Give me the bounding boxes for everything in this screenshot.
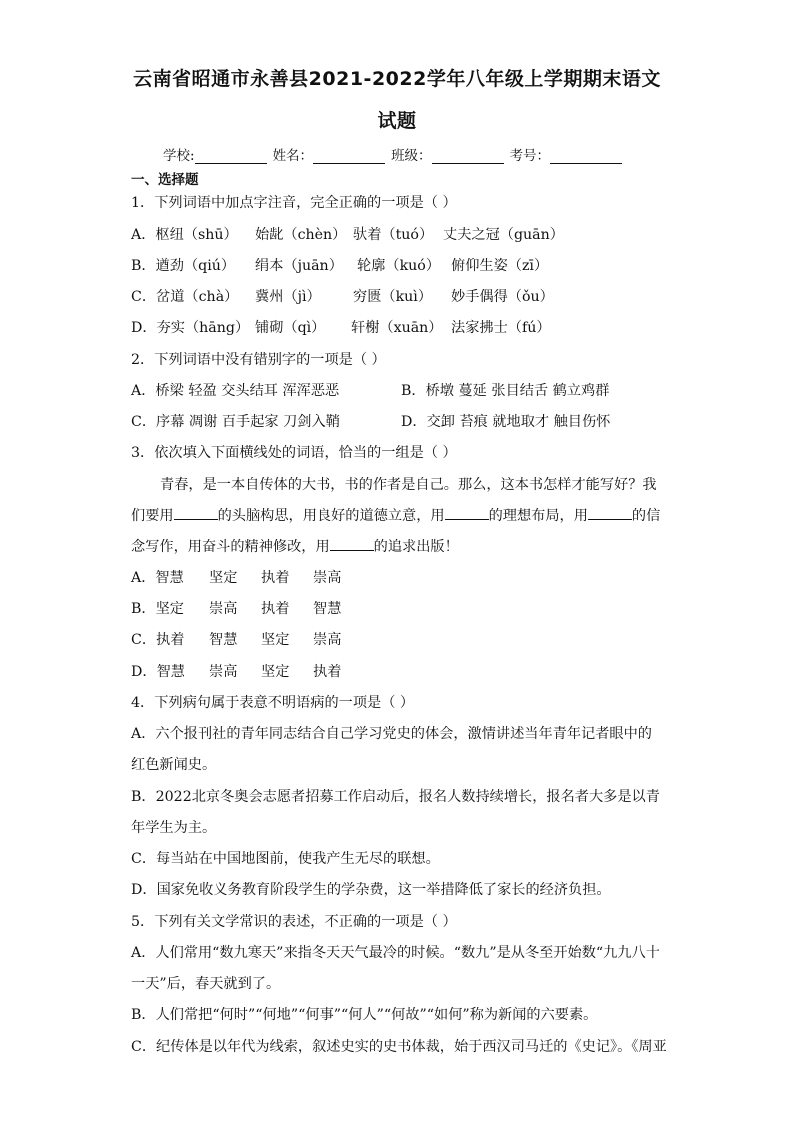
school-label: 学校: (163, 148, 195, 164)
question-2-options-row2 (131, 411, 671, 431)
question-5-option-a-cont: 一天”后，春天就到了。 (131, 976, 281, 992)
blank-4[interactable] (330, 536, 374, 551)
question-3-passage-line3: 念写作，用奋斗的精神修改，用 的追求出版！ (131, 536, 671, 556)
question-2-option-d[interactable]: D．交卸 苔痕 就地取才 触目伤怀 (401, 414, 611, 430)
question-2-options-row1 (131, 380, 671, 400)
question-3-stem: 3．依次填入下面横线处的词语，恰当的一组是（ ） (131, 445, 457, 461)
question-3-passage-line2: 们要用 的头脑构思，用良好的道德立意，用 的理想布局，用 的信 (131, 505, 671, 525)
blank-2[interactable] (445, 505, 489, 520)
question-4-stem: 4．下列病句属于表意不明语病的一项是（ ） (131, 695, 415, 711)
question-1-option-b[interactable]: B．遒劲（qiú） 绢本（juān） 轮廓（kuó） 俯仰生姿（zī） (131, 258, 549, 274)
question-3-option-d[interactable]: D．智慧 崇高 坚定 执着 (131, 664, 342, 680)
exam-title-line1: 云南省昭通市永善县2021-2022学年八年级上学期期末语文 (133, 68, 661, 90)
name-field[interactable] (313, 149, 385, 164)
question-4-option-a[interactable]: A．六个报刊社的青年同志结合自己学习党史的体会，激情讲述当年青年记者眼中的 (131, 726, 652, 742)
question-1-stem: 1．下列词语中加点字注音，完全正确的一项是（ ） (131, 195, 457, 211)
question-3-option-b[interactable]: B．坚定 崇高 执着 智慧 (131, 601, 342, 617)
exam-title-line2: 试题 (377, 110, 417, 132)
school-field[interactable] (195, 149, 267, 164)
question-3-option-a[interactable]: A．智慧 坚定 执着 崇高 (131, 570, 342, 586)
question-5-option-a[interactable]: A．人们常用“数九寒天”来指冬天天气最冷的时候。“数九”是从冬至开始数“九九八十 (131, 945, 660, 961)
exam-no-field[interactable] (550, 149, 622, 164)
question-1-option-c[interactable]: C．岔道（chà） 冀州（jì） 穷匮（kuì） 妙手偶得（ǒu） (131, 289, 554, 305)
blank-1[interactable] (174, 505, 218, 520)
exam-no-label: 考号： (509, 148, 551, 164)
question-2-stem: 2．下列词语中没有错别字的一项是（ ） (131, 352, 386, 368)
question-2-option-b[interactable]: B．桥墩 蔓延 张目结舌 鹤立鸡群 (401, 383, 610, 399)
question-4-option-d[interactable]: D．国家免收义务教育阶段学生的学杂费，这一举措降低了家长的经济负担。 (131, 882, 611, 898)
blank-3[interactable] (588, 505, 632, 520)
question-2-option-c[interactable]: C．序幕 凋谢 百手起家 刀剑入鞘 (131, 414, 340, 430)
question-5-option-b[interactable]: B．人们常把“何时”“何地”“何事”“何人”“何故”“如何”称为新闻的六要素。 (131, 1007, 598, 1023)
student-info-line (163, 144, 628, 164)
question-4-option-b-cont: 年学生为主。 (131, 820, 217, 836)
class-field[interactable] (432, 149, 504, 164)
question-4-option-c[interactable]: C．每当站在中国地图前，使我产生无尽的联想。 (131, 851, 440, 867)
question-3-passage-line1: 青春，是一本自传体的大书，书的作者是自己。那么，这本书怎样才能写好？我 (160, 477, 657, 493)
section-heading: 一、选择题 (131, 172, 199, 188)
question-5-stem: 5．下列有关文学常识的表述，不正确的一项是（ ） (131, 914, 457, 930)
name-label: 姓名： (272, 148, 314, 164)
question-2-option-a[interactable]: A．桥梁 轻盈 交头结耳 浑浑恶恶 (131, 383, 340, 399)
question-4-option-a-cont: 红色新闻史。 (131, 757, 217, 773)
question-5-option-c[interactable]: C．纪传体是以年代为线索，叙述史实的史书体裁，始于西汉司马迁的《史记》。《周亚 (131, 1039, 667, 1055)
class-label: 班级： (391, 148, 432, 164)
question-1-option-a[interactable]: A．枢纽（shū） 始龀（chèn） 驮着（tuó） 丈夫之冠（guān） (131, 227, 564, 243)
question-3-option-c[interactable]: C．执着 智慧 坚定 崇高 (131, 632, 342, 648)
question-1-option-d[interactable]: D．夯实（hāng） 铺砌（qì） 轩榭（xuān） 法家拂士（fú） (131, 320, 551, 336)
question-4-option-b[interactable]: B．2022北京冬奥会志愿者招募工作启动后，报名人数持续增长，报名者大多是以青 (131, 789, 660, 805)
